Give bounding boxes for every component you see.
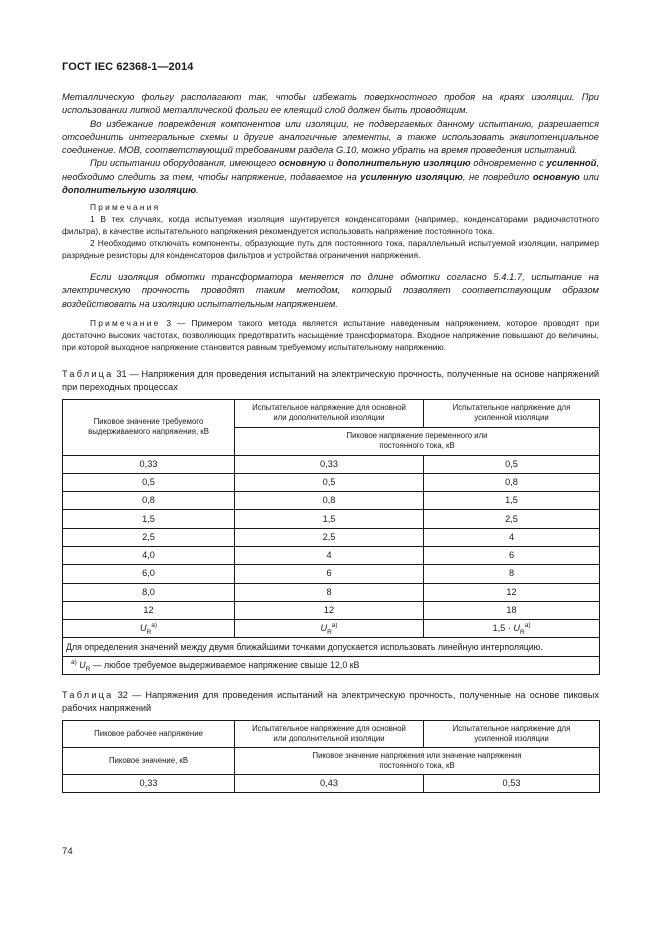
table-31-caption: Таблица 31 — Напряжения для проведения испытаний на электрическую прочность, полученные на основе напряжений при переходных процессах bbox=[62, 368, 599, 392]
table-31 bbox=[62, 399, 600, 676]
page-number: 74 bbox=[62, 846, 73, 857]
t31-cell: 0,33 bbox=[63, 455, 235, 473]
t31-ur-cell: $U_R^{a)}$ bbox=[63, 620, 235, 638]
t31-row bbox=[63, 492, 600, 510]
t31-cell: 6 bbox=[424, 547, 600, 565]
t31-ur-cell: $1,5 \cdot U_R^{a)}$ bbox=[424, 620, 600, 638]
table-32-caption: Таблица 32 — Напряжения для проведения испытаний на электрическую прочность, полученные на основе пиковых рабочих напряжений bbox=[62, 690, 599, 714]
t31-cell: 4 bbox=[424, 528, 600, 546]
t31-col2-header: Испытательное напряжение для основной или дополнительной изоляции bbox=[235, 399, 424, 427]
t31-footnote: $^{a)}$ $U_R$ — любое требуемое выдерживаемое напряжение свыше 12,0 кВ bbox=[63, 656, 600, 674]
t31-cell: 6 bbox=[235, 565, 424, 583]
t31-cell: 0,33 bbox=[235, 455, 424, 473]
t31-row bbox=[63, 528, 600, 546]
t31-cell: 12 bbox=[235, 601, 424, 619]
t31-cell: 0,5 bbox=[424, 455, 600, 473]
t31-row bbox=[63, 547, 600, 565]
paragraph-metal-foil: Металлическую фольгу располагают так, чтобы избежать поверхностного пробоя на краях изоляции. При использовании липкой металлической фольги ее клеящий слой должен быть проводящим. bbox=[62, 91, 599, 116]
t31-cell: 18 bbox=[424, 601, 600, 619]
t32-col3-header: Испытательное напряжение для усиленной изоляции bbox=[424, 721, 600, 748]
t31-cell: 8,0 bbox=[63, 583, 235, 601]
paragraph-transformer-winding: Если изоляция обмотки трансформатора меняется по длине обмотки согласно 5.4.1.7, испытание на электрическую прочность проводят таким методом, который позволяет соответствующим образом воздействовать на изоляцию испытательным напряжением. bbox=[62, 270, 599, 309]
t32-cell: 0,43 bbox=[235, 775, 424, 793]
t31-cell: 2,5 bbox=[424, 510, 600, 528]
t31-cell: 4,0 bbox=[63, 547, 235, 565]
t31-row bbox=[63, 565, 600, 583]
paragraph-reinforced-insulation: При испытании оборудования, имеющего основную и дополнительную изоляцию одновременно с усиленной, необходимо следить за тем, чтобы напряжение, подаваемое на усиленную изоляцию, не повредило основную или дополнительную изоляцию. bbox=[62, 157, 600, 196]
t31-cell: 8 bbox=[424, 565, 600, 583]
t31-row bbox=[63, 510, 600, 528]
t31-row bbox=[63, 473, 600, 491]
note-1: 1 В тех случаях, когда испытуемая изоляция шунтируется конденсаторами (например, конденсаторами радиочастотного фильтра), в качестве испытательного напряжения рекомендуется использовать напряжение постоянного тока. bbox=[62, 214, 599, 237]
t31-cell: 6,0 bbox=[63, 565, 235, 583]
t32-sub-header: Пиковое значение напряжения или значение напряжения постоянного тока, кВ bbox=[235, 748, 600, 775]
t31-interpolation-note: Для определения значений между двумя ближайшими точками допускается использовать линейную интерполяцию. bbox=[63, 638, 600, 656]
t31-row bbox=[63, 601, 600, 619]
table-32 bbox=[62, 720, 600, 793]
t31-sub-header: Пиковое напряжение переменного или постоянного тока, кВ bbox=[235, 427, 600, 455]
t32-row bbox=[63, 775, 600, 793]
t31-cell: 12 bbox=[63, 601, 235, 619]
page-content bbox=[62, 90, 599, 793]
t31-cell: 1,5 bbox=[235, 510, 424, 528]
t31-cell: 2,5 bbox=[235, 528, 424, 546]
t31-cell: 0,5 bbox=[235, 473, 424, 491]
t31-cell: 0,8 bbox=[424, 473, 600, 491]
paragraph-component-protection: Во избежание повреждения компонентов или изоляции, не подвергаемых данному испытанию, разрешается отсоединить интегральные схемы и другие аналогичные элементы, а также использовать эквипотенциальное соединение. МОВ, соответствующий требованиям раздела G.10, можно убрать на время проведения испытаний. bbox=[62, 117, 599, 156]
t32-sub-col1: Пиковое значение, кВ bbox=[63, 748, 235, 775]
t31-cell: 2,5 bbox=[63, 528, 235, 546]
t31-cell: 1,5 bbox=[424, 492, 600, 510]
t31-cell: 4 bbox=[235, 547, 424, 565]
t31-cell: 0,5 bbox=[63, 473, 235, 491]
t31-cell: 12 bbox=[424, 583, 600, 601]
note-2: 2 Необходимо отключать компоненты, образующие путь для постоянного тока, параллельный испытуемой изоляции, например разрядные резисторы для конденсаторов фильтров и устройства ограничения напряжения. bbox=[62, 238, 599, 260]
t31-cell: 8 bbox=[235, 583, 424, 601]
note-3: Примечание 3 — Примером такого метода является испытание наведенным напряжением, которое проводят при достаточно высоких частотах, позволяющих предотвратить насыщение трансформатора. Входное напряжение повышают до величины, при которой выходное напряжение становится равным требуемому испытательному напряжению. bbox=[62, 317, 599, 352]
t32-cell: 0,53 bbox=[424, 775, 600, 793]
t31-ur-cell: $U_R^{a)}$ bbox=[235, 620, 424, 638]
t31-row bbox=[63, 583, 600, 601]
t32-col1-header: Пиковое рабочее напряжение bbox=[63, 721, 235, 748]
t32-col2-header: Испытательное напряжение для основной или дополнительной изоляции bbox=[235, 721, 424, 748]
t31-col1-header: Пиковое значение требуемого выдерживаемого напряжения, кВ bbox=[63, 399, 235, 455]
t32-cell: 0,33 bbox=[63, 775, 235, 793]
t31-row bbox=[63, 455, 600, 473]
t31-cell: 0,8 bbox=[63, 492, 235, 510]
t31-cell: 0,8 bbox=[235, 492, 424, 510]
notes-title: Примечания bbox=[90, 202, 161, 213]
t31-cell: 1,5 bbox=[63, 510, 235, 528]
document-header: ГОСТ IEC 62368-1—2014 bbox=[62, 61, 194, 73]
t31-col3-header: Испытательное напряжение для усиленной изоляции bbox=[424, 399, 600, 427]
